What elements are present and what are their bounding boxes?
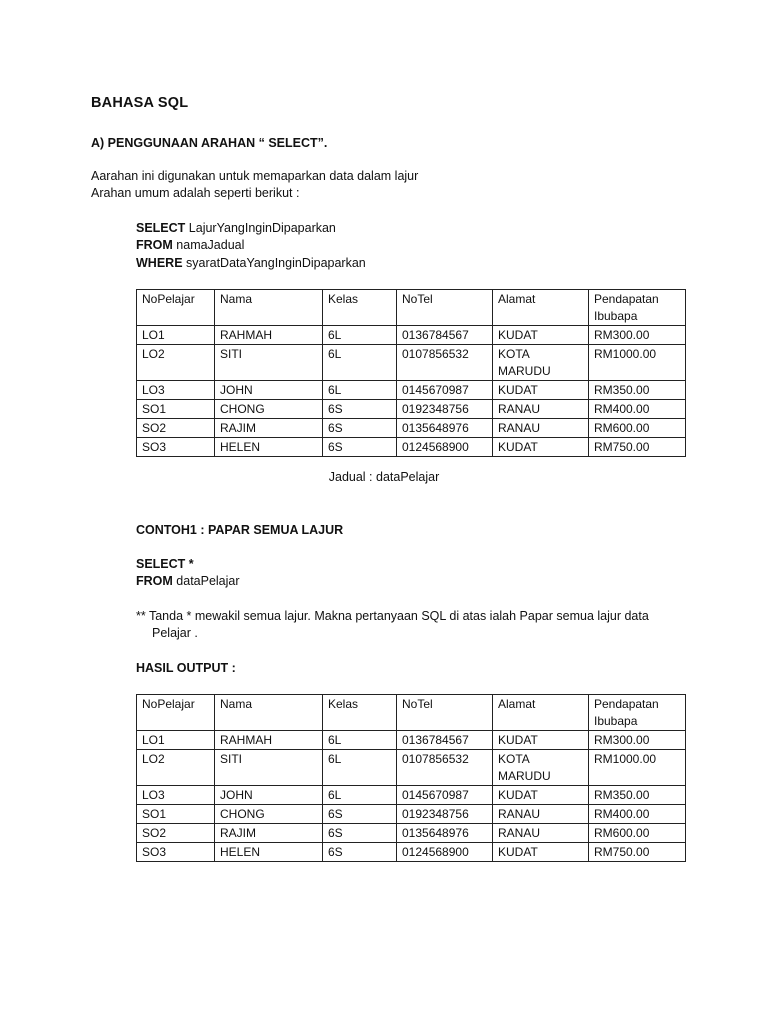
table-cell: RAJIM xyxy=(215,419,323,438)
output-table xyxy=(136,694,686,862)
table-cell: 0124568900 xyxy=(397,438,493,457)
table-cell: KUDAT xyxy=(493,326,589,345)
table-cell: KUDAT xyxy=(493,381,589,400)
table-cell: LO3 xyxy=(137,786,215,805)
table-cell: RM600.00 xyxy=(589,419,686,438)
table-cell: RAJIM xyxy=(215,824,323,843)
table-cell: KOTA MARUDU xyxy=(493,345,589,381)
note-line-2: Pelajar . xyxy=(152,626,198,640)
header-cell: Pendapatan Ibubapa xyxy=(589,290,686,326)
table-cell: JOHN xyxy=(215,786,323,805)
header-cell: Alamat xyxy=(493,695,589,731)
table-cell: SO1 xyxy=(137,400,215,419)
syntax-keyword: SELECT * xyxy=(136,557,194,571)
header-cell: Nama xyxy=(215,695,323,731)
document-title: BAHASA SQL xyxy=(91,95,189,111)
table-cell: 0107856532 xyxy=(397,345,493,381)
table-header-row xyxy=(137,695,686,731)
table-cell: LO2 xyxy=(137,750,215,786)
table-cell: RM1000.00 xyxy=(589,345,686,381)
table-cell: 6S xyxy=(323,419,397,438)
table-cell: CHONG xyxy=(215,805,323,824)
table-cell: RAHMAH xyxy=(215,731,323,750)
syntax-argument: dataPelajar xyxy=(172,574,240,588)
table-cell: RM400.00 xyxy=(589,805,686,824)
example-1-heading: CONTOH1 : PAPAR SEMUA LAJUR xyxy=(136,523,344,537)
table-cell: LO1 xyxy=(137,731,215,750)
table-cell: LO2 xyxy=(137,345,215,381)
table-cell: 0136784567 xyxy=(397,326,493,345)
table-cell: RAHMAH xyxy=(215,326,323,345)
table-cell: JOHN xyxy=(215,381,323,400)
table-cell: 6S xyxy=(323,843,397,862)
table-row xyxy=(137,381,686,400)
table-cell: RM350.00 xyxy=(589,381,686,400)
table-row xyxy=(137,805,686,824)
table-cell: RM400.00 xyxy=(589,400,686,419)
table-cell: SO3 xyxy=(137,438,215,457)
table-cell: RM300.00 xyxy=(589,326,686,345)
example-code-select xyxy=(136,556,194,573)
table-cell: RM750.00 xyxy=(589,438,686,457)
note-line-1: ** Tanda * mewakil semua lajur. Makna pertanyaan SQL di atas ialah Papar semua lajur data xyxy=(136,609,649,623)
data-pelajar-table xyxy=(136,289,686,457)
header-cell: NoPelajar xyxy=(137,695,215,731)
syntax-line-from xyxy=(136,237,244,254)
table-row xyxy=(137,326,686,345)
table-cell: KUDAT xyxy=(493,843,589,862)
table-cell: 0136784567 xyxy=(397,731,493,750)
table-header-row xyxy=(137,290,686,326)
header-cell: NoTel xyxy=(397,695,493,731)
table-cell: 0192348756 xyxy=(397,400,493,419)
syntax-line-select xyxy=(136,220,336,237)
table-cell: RM1000.00 xyxy=(589,750,686,786)
table-cell: RM750.00 xyxy=(589,843,686,862)
syntax-keyword: FROM xyxy=(136,238,173,252)
header-cell: NoTel xyxy=(397,290,493,326)
header-cell: NoPelajar xyxy=(137,290,215,326)
table-cell: HELEN xyxy=(215,438,323,457)
table-cell: 6S xyxy=(323,805,397,824)
table-cell: SO3 xyxy=(137,843,215,862)
table-row xyxy=(137,786,686,805)
intro-line-2: Arahan umum adalah seperti berikut : xyxy=(91,186,300,200)
table-cell: 0124568900 xyxy=(397,843,493,862)
table-cell: 6L xyxy=(323,786,397,805)
table-cell: RANAU xyxy=(493,805,589,824)
table-cell: 0107856532 xyxy=(397,750,493,786)
intro-line-1: Aarahan ini digunakan untuk memaparkan data dalam lajur xyxy=(91,169,419,183)
table-cell: RANAU xyxy=(493,400,589,419)
table-cell: 6L xyxy=(323,731,397,750)
table-cell: RANAU xyxy=(493,824,589,843)
table-cell: RM600.00 xyxy=(589,824,686,843)
table-row xyxy=(137,419,686,438)
table-caption: Jadual : dataPelajar xyxy=(328,470,440,484)
table-cell: LO3 xyxy=(137,381,215,400)
table-row xyxy=(137,750,686,786)
table-cell: 0145670987 xyxy=(397,786,493,805)
table-cell: 0145670987 xyxy=(397,381,493,400)
table-cell: SITI xyxy=(215,750,323,786)
header-cell: Pendapatan Ibubapa xyxy=(589,695,686,731)
table-cell: KUDAT xyxy=(493,438,589,457)
table-cell: 0192348756 xyxy=(397,805,493,824)
table-cell: SITI xyxy=(215,345,323,381)
table-cell: 6L xyxy=(323,345,397,381)
header-cell: Kelas xyxy=(323,695,397,731)
table-cell: 6L xyxy=(323,750,397,786)
syntax-line-where xyxy=(136,255,366,272)
table-row xyxy=(137,438,686,457)
table-cell: RM350.00 xyxy=(589,786,686,805)
table-cell: RM300.00 xyxy=(589,731,686,750)
header-cell: Alamat xyxy=(493,290,589,326)
table-cell: 6L xyxy=(323,326,397,345)
example-code-from xyxy=(136,573,240,590)
table-cell: SO1 xyxy=(137,805,215,824)
table-cell: HELEN xyxy=(215,843,323,862)
section-a-heading: A) PENGGUNAAN ARAHAN “ SELECT”. xyxy=(91,136,328,150)
table-cell: 6S xyxy=(323,824,397,843)
table-cell: 6L xyxy=(323,381,397,400)
table-cell: KOTA MARUDU xyxy=(493,750,589,786)
output-heading: HASIL OUTPUT : xyxy=(136,661,236,675)
table-row xyxy=(137,345,686,381)
table-cell: LO1 xyxy=(137,326,215,345)
syntax-keyword: FROM xyxy=(136,574,173,588)
table-cell: SO2 xyxy=(137,419,215,438)
table-cell: 0135648976 xyxy=(397,419,493,438)
table-row xyxy=(137,843,686,862)
syntax-argument: syaratDataYangInginDipaparkan xyxy=(182,256,366,270)
syntax-keyword: WHERE xyxy=(136,256,183,270)
table-cell: 6S xyxy=(323,400,397,419)
table-cell: SO2 xyxy=(137,824,215,843)
header-cell: Kelas xyxy=(323,290,397,326)
table-cell: 6S xyxy=(323,438,397,457)
table-row xyxy=(137,824,686,843)
table-cell: CHONG xyxy=(215,400,323,419)
table-row xyxy=(137,400,686,419)
syntax-keyword: SELECT xyxy=(136,221,186,235)
table-cell: 0135648976 xyxy=(397,824,493,843)
table-cell: KUDAT xyxy=(493,731,589,750)
syntax-argument: LajurYangInginDipaparkan xyxy=(185,221,336,235)
table-cell: RANAU xyxy=(493,419,589,438)
syntax-argument: namaJadual xyxy=(172,238,245,252)
table-row xyxy=(137,731,686,750)
header-cell: Nama xyxy=(215,290,323,326)
table-cell: KUDAT xyxy=(493,786,589,805)
